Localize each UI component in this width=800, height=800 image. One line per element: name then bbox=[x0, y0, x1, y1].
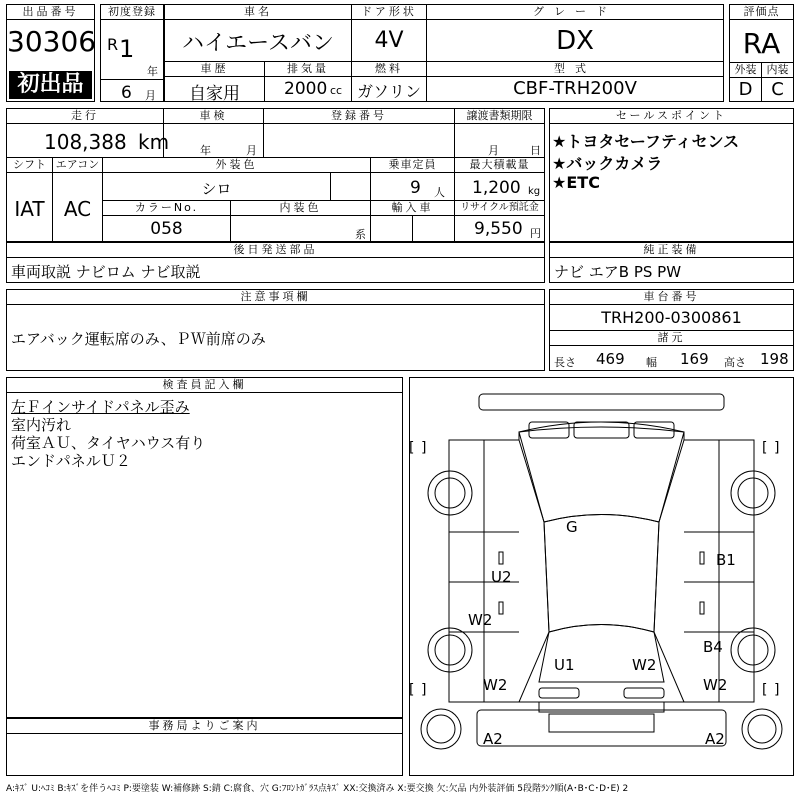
reg-month: 6 bbox=[121, 83, 132, 103]
lot-box bbox=[6, 4, 95, 102]
equipment-value: ナビ エアB PS PW bbox=[554, 263, 682, 281]
max-load: 1,200 bbox=[472, 178, 521, 198]
chassis-number: TRH200-0300861 bbox=[601, 308, 742, 327]
inspector-box bbox=[6, 377, 403, 718]
mark-a2-left: A2 bbox=[483, 730, 503, 748]
reg-year-unit: 年 bbox=[147, 65, 158, 78]
mark-a2-right: A2 bbox=[705, 730, 725, 748]
lot-number: 30306 bbox=[7, 25, 97, 58]
height: 198 bbox=[760, 350, 789, 368]
reg-month-unit: 月 bbox=[145, 89, 156, 102]
displacement: 2000 bbox=[284, 79, 328, 99]
grade-label: グレード bbox=[427, 5, 723, 20]
interior-color-label: 内装色 bbox=[231, 201, 370, 216]
later-parts-label: 後日発送部品 bbox=[7, 243, 544, 258]
load-label: 最大積載量 bbox=[455, 158, 544, 173]
notes-label: 注意事項欄 bbox=[7, 290, 544, 305]
legend: A:ｷｽﾞ U:ﾍｺﾐ B:ｷｽﾞを伴うﾍｺﾐ P:要塗装 W:補修跡 S:錆 C:腐食、穴 G:ﾌﾛﾝﾄｶﾞﾗｽ点ｷｽﾞ XX:交換済み X:要交換 欠:欠品 内外装評価 5段階ﾗﾝｸ順(A･B･C･D･E) 2 bbox=[6, 784, 629, 794]
score: RA bbox=[742, 27, 781, 60]
inspection-label: 車検 bbox=[164, 109, 263, 124]
displacement-unit: cc bbox=[330, 84, 343, 97]
score-box bbox=[729, 4, 794, 102]
plate-label: 登録番号 bbox=[264, 109, 454, 124]
color-no-label: カラーNo. bbox=[103, 201, 230, 216]
mark-w2-bottom-left: W2 bbox=[483, 676, 508, 694]
info-box bbox=[6, 108, 545, 242]
mark-w2-right-mid: W2 bbox=[632, 656, 657, 674]
svg-text:]: ] bbox=[421, 440, 427, 456]
later-parts-box bbox=[6, 242, 545, 283]
sales-point-item: ★ETC bbox=[552, 173, 600, 192]
width-label: 幅 bbox=[646, 356, 657, 369]
recycle-unit: 円 bbox=[530, 227, 541, 240]
mark-w2-left: W2 bbox=[468, 611, 493, 629]
first-listing-badge: 初出品 bbox=[9, 71, 92, 99]
equipment-label: 純正装備 bbox=[550, 243, 793, 258]
mark-u1: U1 bbox=[554, 656, 575, 674]
svg-text:[: [ bbox=[762, 440, 768, 456]
inspector-line: 室内汚れ bbox=[11, 416, 72, 434]
shift: IAT bbox=[14, 197, 45, 221]
grade: DX bbox=[556, 26, 594, 56]
door-label: ドア形状 bbox=[352, 5, 426, 20]
inspection-year-unit: 年 bbox=[200, 144, 211, 157]
mark-g: G bbox=[566, 518, 578, 536]
inspection-month-unit: 月 bbox=[246, 144, 257, 157]
color-no: 058 bbox=[150, 219, 183, 239]
exterior-grade: D bbox=[738, 79, 753, 100]
mark-b4: B4 bbox=[703, 638, 723, 656]
history-label: 車歴 bbox=[165, 62, 264, 77]
svg-text:]: ] bbox=[774, 440, 780, 456]
load-unit: kg bbox=[528, 186, 541, 197]
recycle-label: リサイクル預託金 bbox=[455, 201, 544, 216]
equipment-box bbox=[549, 242, 794, 283]
registration-label: 初度登録 bbox=[101, 5, 163, 20]
interior-color-unit: 系 bbox=[355, 228, 366, 241]
transfer-month: 月 bbox=[488, 144, 499, 157]
svg-text:[: [ bbox=[762, 682, 768, 698]
mileage-label: 走行 bbox=[7, 109, 163, 124]
svg-text:[: [ bbox=[409, 440, 415, 456]
shift-label: シフト bbox=[7, 158, 52, 173]
sales-points-box bbox=[549, 108, 794, 242]
model-label: 型式 bbox=[427, 62, 723, 77]
reg-era: R bbox=[107, 35, 119, 54]
notes-box bbox=[6, 289, 545, 371]
mark-b1: B1 bbox=[716, 551, 736, 569]
notes-value: エアバック運転席のみ、ＰＷ前席のみ bbox=[11, 330, 266, 348]
displacement-label: 排気量 bbox=[265, 62, 351, 77]
sales-points-label: セールスポイント bbox=[550, 109, 793, 124]
svg-text:[: [ bbox=[409, 682, 415, 698]
color: シロ bbox=[201, 180, 232, 198]
chassis-box bbox=[549, 289, 794, 371]
sales-point-item: ★トヨタセーフティセンス bbox=[552, 132, 740, 151]
history: 自家用 bbox=[189, 84, 240, 104]
mark-w2-bottom-right: W2 bbox=[703, 676, 728, 694]
inspector-line: 左Ｆインサイドパネル歪み bbox=[11, 398, 190, 416]
office-label: 事務局よりご案内 bbox=[7, 719, 402, 734]
transfer-label: 譲渡書類期限 bbox=[455, 109, 544, 124]
interior-grade: C bbox=[771, 79, 784, 100]
interior-label: 内装 bbox=[762, 63, 793, 78]
height-label: 高さ bbox=[724, 356, 746, 369]
chassis-label: 車台番号 bbox=[550, 290, 793, 305]
registration-box bbox=[100, 4, 164, 102]
mileage-unit: km bbox=[138, 130, 170, 154]
door-type: 4V bbox=[374, 28, 404, 53]
reg-year: 1 bbox=[119, 35, 135, 63]
svg-text:]: ] bbox=[774, 682, 780, 698]
capacity: 9 bbox=[410, 178, 421, 198]
recycle-fee: 9,550 bbox=[474, 219, 523, 239]
mark-u2: U2 bbox=[491, 568, 512, 586]
spec-label: 諸元 bbox=[550, 331, 793, 346]
mileage: 108,388 bbox=[44, 130, 127, 154]
inspector-line: 荷室ＡＵ、タイヤハウス有り bbox=[11, 434, 206, 452]
aircon-label: エアコン bbox=[53, 158, 102, 173]
capacity-unit: 人 bbox=[434, 186, 445, 199]
width: 169 bbox=[680, 350, 709, 368]
capacity-label: 乗車定員 bbox=[371, 158, 454, 173]
color-label: 外装色 bbox=[103, 158, 370, 173]
model: CBF-TRH200V bbox=[513, 78, 637, 99]
inspector-label: 検査員記入欄 bbox=[7, 378, 402, 393]
length-label: 長さ bbox=[554, 356, 576, 369]
fuel-label: 燃料 bbox=[352, 62, 426, 77]
car-name-label: 車名 bbox=[165, 5, 351, 20]
score-label: 評価点 bbox=[730, 5, 793, 20]
aircon: AC bbox=[63, 197, 92, 221]
fuel: ガソリン bbox=[356, 82, 421, 101]
office-box bbox=[6, 718, 403, 776]
transfer-day: 日 bbox=[530, 144, 541, 157]
length: 469 bbox=[596, 350, 625, 368]
svg-text:]: ] bbox=[421, 682, 427, 698]
car-name: ハイエースバン bbox=[181, 31, 335, 56]
lot-label: 出品番号 bbox=[7, 5, 94, 20]
sales-point-item: ★バックカメラ bbox=[552, 154, 663, 173]
exterior-label: 外装 bbox=[730, 63, 761, 78]
import-label: 輸入車 bbox=[371, 201, 454, 216]
inspector-line: エンドパネルＵ２ bbox=[11, 452, 131, 470]
vehicle-damage-diagram bbox=[409, 392, 794, 752]
later-parts-value: 車両取説 ナビロム ナビ取説 bbox=[11, 263, 201, 281]
